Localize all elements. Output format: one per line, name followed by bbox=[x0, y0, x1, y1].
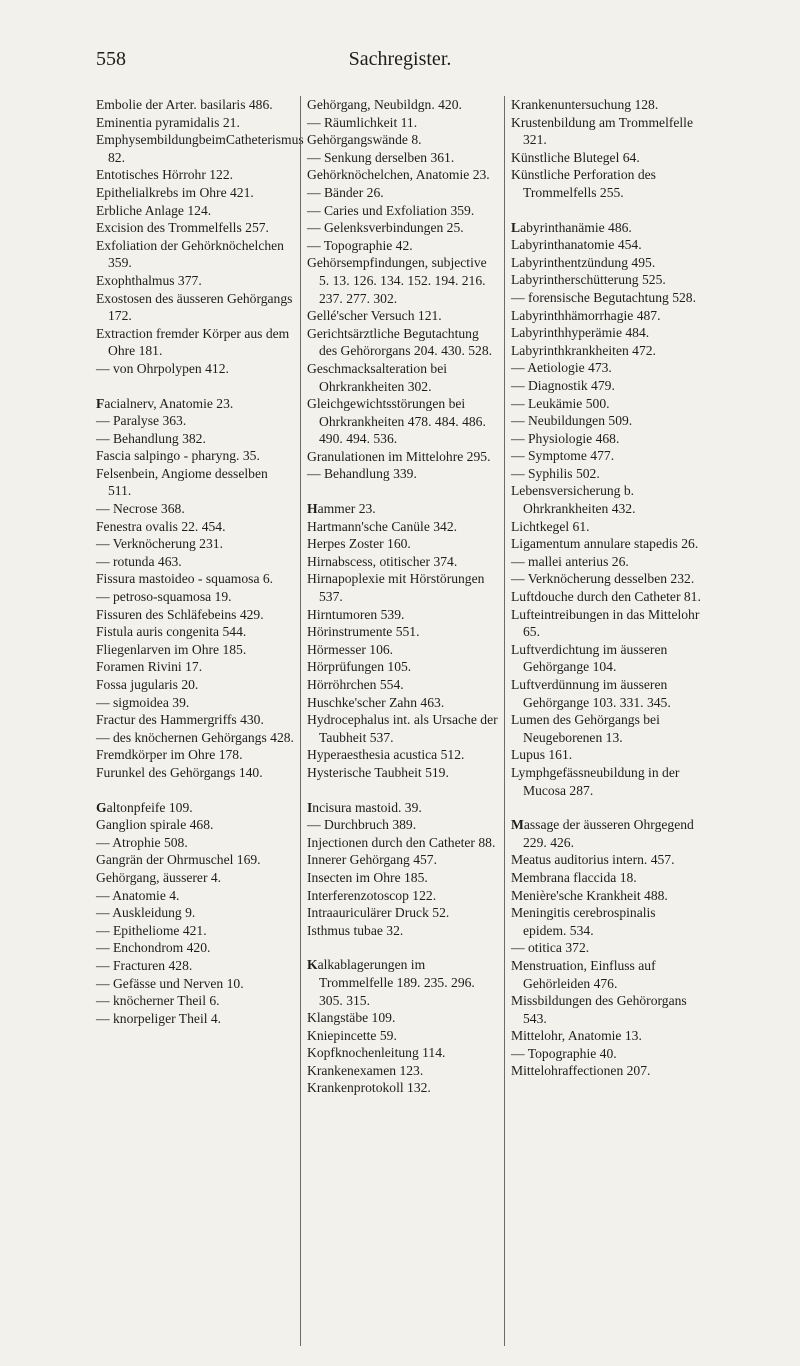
index-entry: Kalkablagerungen im Trommelfelle 189. 235. 296. 305. 315. bbox=[307, 957, 475, 1008]
index-entry: — Behandlung 382. bbox=[96, 430, 206, 446]
index-entry: — knorpeliger Theil 4. bbox=[96, 1010, 222, 1026]
index-entry: Krankenexamen 123. bbox=[307, 1062, 424, 1078]
index-entry: EmphysembildungbeimCatheterismus 82. bbox=[96, 132, 304, 165]
index-entry: Extraction fremder Körper aus dem Ohre 181. bbox=[96, 325, 290, 359]
index-entry: Missbildungen des Gehörorgans 543. bbox=[511, 993, 687, 1026]
index-entry: Gangrän der Ohrmuschel 169. bbox=[96, 852, 261, 868]
index-entry: Insecten im Ohre 185. bbox=[307, 869, 428, 885]
index-entry: — des knöchernen Gehörgangs 428. bbox=[96, 729, 294, 745]
index-entry: Mittelohr, Anatomie 13. bbox=[511, 1028, 642, 1044]
index-column-right bbox=[504, 96, 708, 1346]
index-entry: Fremdkörper im Ohre 178. bbox=[96, 747, 243, 763]
index-entry: — Symptome 477. bbox=[511, 448, 615, 464]
index-entry: — Leukämie 500. bbox=[511, 395, 610, 411]
index-entry: Gehörknöchelchen, Anatomie 23. bbox=[307, 167, 490, 183]
index-entry: — Senkung derselben 361. bbox=[307, 149, 455, 165]
index-entry: Labyrinthhyperämie 484. bbox=[511, 325, 650, 341]
index-entry: Exfoliation der Gehörknöchelchen 359. bbox=[96, 237, 284, 271]
index-entry: — Syphilis 502. bbox=[511, 465, 600, 481]
index-entry: — rotunda 463. bbox=[96, 553, 182, 569]
index-entry: — Topographie 40. bbox=[511, 1045, 617, 1061]
running-title: Sachregister. bbox=[348, 48, 452, 70]
index-entry: Hydrocephalus int. als Ursache der Taubheit 537. bbox=[307, 712, 498, 745]
index-entry: Fissuren des Schläfebeins 429. bbox=[96, 606, 264, 622]
index-entry: Felsenbein, Angiome desselben 511. bbox=[96, 465, 268, 499]
index-entry: Krankenuntersuchung 128. bbox=[511, 97, 659, 112]
index-column-middle bbox=[300, 96, 504, 1346]
index-entry: — forensische Begutachtung 528. bbox=[511, 289, 696, 305]
index-entry: Hirnapoplexie mit Hörstörungen 537. bbox=[307, 571, 485, 605]
index-entry: Menstruation, Einfluss auf Gehörleiden 476. bbox=[511, 957, 656, 991]
index-entry: Membrana flaccida 18. bbox=[511, 869, 637, 885]
index-entry: — Auskleidung 9. bbox=[96, 905, 196, 921]
index-entry: Menière'sche Krankheit 488. bbox=[511, 887, 668, 903]
index-entry: Isthmus tubae 32. bbox=[307, 922, 404, 938]
index-entry: Künstliche Blutegel 64. bbox=[511, 149, 640, 165]
index-entry: Labyrintherschütterung 525. bbox=[511, 272, 666, 288]
index-entry: Gehörgang, Neubildgn. 420. bbox=[307, 97, 462, 112]
index-entry: Eminentia pyramidalis 21. bbox=[96, 114, 240, 130]
index-entry: Lichtkegel 61. bbox=[511, 518, 590, 534]
index-entry: Meningitis cerebrospinalis epidem. 534. bbox=[511, 905, 656, 938]
index-entry: Herpes Zoster 160. bbox=[307, 536, 411, 552]
index-entry: Embolie der Arter. basilaris 486. bbox=[96, 97, 273, 112]
index-entry: Gellé'scher Versuch 121. bbox=[307, 308, 442, 324]
index-entry: Huschke'scher Zahn 463. bbox=[307, 694, 445, 710]
index-entry: — Caries und Exfoliation 359. bbox=[307, 202, 475, 218]
index-entry: Krustenbildung am Trommelfelle 321. bbox=[511, 114, 693, 148]
index-entry: Foramen Rivini 17. bbox=[96, 659, 203, 675]
index-entry: Hörinstrumente 551. bbox=[307, 624, 420, 640]
index-entry: — Physiologie 468. bbox=[511, 430, 620, 446]
index-entry: Gerichtsärztliche Begutachtung des Gehörorgans 204. 430. 528. bbox=[307, 325, 493, 359]
index-entry: Labyrinthhämorrhagie 487. bbox=[511, 307, 661, 323]
index-entry: Massage der äusseren Ohrgegend 229. 426. bbox=[511, 817, 694, 850]
index-entry: Excision des Trommelfells 257. bbox=[96, 220, 269, 236]
index-entry: Labyrinthentzündung 495. bbox=[511, 254, 656, 270]
index-entry: Exophthalmus 377. bbox=[96, 272, 202, 288]
index-entry: — otitica 372. bbox=[511, 940, 590, 956]
index-entry: Hyperaesthesia acustica 512. bbox=[307, 747, 465, 763]
index-entry: Fliegenlarven im Ohre 185. bbox=[96, 641, 247, 657]
index-entry: — Gelenksverbindungen 25. bbox=[307, 220, 464, 236]
index-entry: Fossa jugularis 20. bbox=[96, 677, 199, 692]
index-entry: — petroso-squamosa 19. bbox=[96, 589, 232, 605]
index-entry: Mittelohraffectionen 207. bbox=[511, 1063, 651, 1079]
index-columns bbox=[96, 96, 708, 1346]
index-entry: — Topographie 42. bbox=[307, 237, 413, 253]
index-entry: Luftverdichtung im äusseren Gehörgange 104. bbox=[511, 641, 668, 675]
index-entry: Interferenzotoscop 122. bbox=[307, 887, 437, 903]
index-entry: Hörröhrchen 554. bbox=[307, 677, 404, 692]
index-entry: Künstliche Perforation des Trommelfells 255. bbox=[511, 167, 656, 200]
index-entry: Meatus auditorius intern. 457. bbox=[511, 852, 675, 868]
index-entry: — Fracturen 428. bbox=[96, 957, 193, 973]
index-entry: Fissura mastoideo - squamosa 6. bbox=[96, 571, 274, 587]
index-entry: Fenestra ovalis 22. 454. bbox=[96, 518, 226, 534]
index-entry: Hirnabscess, otitischer 374. bbox=[307, 553, 458, 569]
index-entry: Lumen des Gehörgangs bei Neugeborenen 13. bbox=[511, 712, 660, 745]
index-entry: Incisura mastoid. 39. bbox=[307, 799, 422, 815]
index-entry: Kniepincette 59. bbox=[307, 1027, 397, 1043]
index-entry: — Anatomie 4. bbox=[96, 887, 180, 903]
index-entry: Lymphgefässneubildung in der Mucosa 287. bbox=[511, 764, 680, 798]
page-header bbox=[96, 48, 704, 78]
index-entry: — Verknöcherung 231. bbox=[96, 536, 223, 552]
index-entry: Geschmacksalteration bei Ohrkrankheiten 302. bbox=[307, 360, 448, 394]
index-entry: Galtonpfeife 109. bbox=[96, 799, 193, 815]
index-entry: Granulationen im Mittelohre 295. bbox=[307, 448, 491, 464]
index-entry: — Enchondrom 420. bbox=[96, 940, 211, 956]
index-entry: Fistula auris congenita 544. bbox=[96, 624, 247, 640]
index-entry: Exostosen des äusseren Gehörgangs 172. bbox=[96, 290, 293, 324]
index-entry: — Durchbruch 389. bbox=[307, 817, 417, 833]
index-entry: — Necrose 368. bbox=[96, 501, 185, 517]
index-entry: — Epitheliome 421. bbox=[96, 922, 207, 938]
index-entry: — Bänder 26. bbox=[307, 184, 384, 200]
index-entry: Hirntumoren 539. bbox=[307, 606, 405, 622]
index-entry: Ganglion spirale 468. bbox=[96, 817, 214, 833]
index-entry: Kopfknochenleitung 114. bbox=[307, 1045, 446, 1061]
index-entry: — Diagnostik 479. bbox=[511, 377, 615, 393]
index-entry: Hysterische Taubheit 519. bbox=[307, 764, 449, 780]
index-entry: Erbliche Anlage 124. bbox=[96, 202, 212, 218]
index-entry: Hartmann'sche Canüle 342. bbox=[307, 518, 458, 534]
index-entry: — knöcherner Theil 6. bbox=[96, 993, 220, 1009]
index-entry: Innerer Gehörgang 457. bbox=[307, 852, 437, 868]
index-entry: Gleichgewichtsstörungen bei Ohrkrankheiten 478. 484. 486. 490. 494. 536. bbox=[307, 396, 486, 447]
index-entry: Luftdouche durch den Catheter 81. bbox=[511, 589, 701, 605]
index-entry: Epithelialkrebs im Ohre 421. bbox=[96, 184, 254, 200]
index-entry: Lupus 161. bbox=[511, 747, 573, 763]
index-entry: Gehörgangswände 8. bbox=[307, 132, 422, 148]
index-column-left bbox=[96, 96, 304, 1346]
index-entry: Labyrinthanatomie 454. bbox=[511, 237, 642, 253]
index-entry: Ligamentum annulare stapedis 26. bbox=[511, 536, 699, 552]
index-entry: — Paralyse 363. bbox=[96, 413, 187, 429]
index-entry: — Neubildungen 509. bbox=[511, 413, 633, 429]
index-entry: Lufteintreibungen in das Mittelohr 65. bbox=[511, 606, 700, 640]
index-entry: Fractur des Hammergriffs 430. bbox=[96, 712, 264, 728]
index-entry: Hörprüfungen 105. bbox=[307, 659, 412, 675]
index-entry: Gehörsempfindungen, subjective 5. 13. 126. 134. 152. 194. 216. 237. 277. 302. bbox=[307, 255, 487, 306]
index-entry: — Aetiologie 473. bbox=[511, 360, 612, 376]
index-entry: Intraauriculärer Druck 52. bbox=[307, 905, 450, 921]
index-entry: Krankenprotokoll 132. bbox=[307, 1080, 431, 1096]
index-entry: Gehörgang, äusserer 4. bbox=[96, 869, 222, 885]
index-entry: — sigmoidea 39. bbox=[96, 694, 190, 710]
index-entry: Lebensversicherung b. Ohrkrankheiten 432. bbox=[511, 483, 636, 517]
index-entry: Entotisches Hörrohr 122. bbox=[96, 167, 234, 183]
index-entry: — mallei anterius 26. bbox=[511, 553, 629, 569]
index-entry: Fascia salpingo - pharyng. 35. bbox=[96, 448, 260, 464]
index-entry: Hörmesser 106. bbox=[307, 641, 394, 657]
index-entry: Luftverdünnung im äusseren Gehörgange 103. 331. 345. bbox=[511, 677, 671, 710]
index-entry: — von Ohrpolypen 412. bbox=[96, 360, 229, 376]
index-entry: Hammer 23. bbox=[307, 501, 376, 517]
index-entry: Facialnerv, Anatomie 23. bbox=[96, 395, 234, 411]
index-entry: Furunkel des Gehörgangs 140. bbox=[96, 764, 263, 780]
index-entry: — Atrophie 508. bbox=[96, 834, 188, 850]
page-number: 558 bbox=[96, 48, 126, 70]
index-entry: Injectionen durch den Catheter 88. bbox=[307, 834, 496, 850]
index-entry: — Verknöcherung desselben 232. bbox=[511, 571, 695, 587]
index-entry: — Gefässe und Nerven 10. bbox=[96, 975, 244, 991]
index-entry: Klangstäbe 109. bbox=[307, 1010, 396, 1026]
index-entry: Labyrinthanämie 486. bbox=[511, 219, 632, 235]
index-entry: — Behandlung 339. bbox=[307, 466, 417, 482]
index-entry: — Räumlichkeit 11. bbox=[307, 114, 418, 130]
index-entry: Labyrinthkrankheiten 472. bbox=[511, 342, 656, 358]
